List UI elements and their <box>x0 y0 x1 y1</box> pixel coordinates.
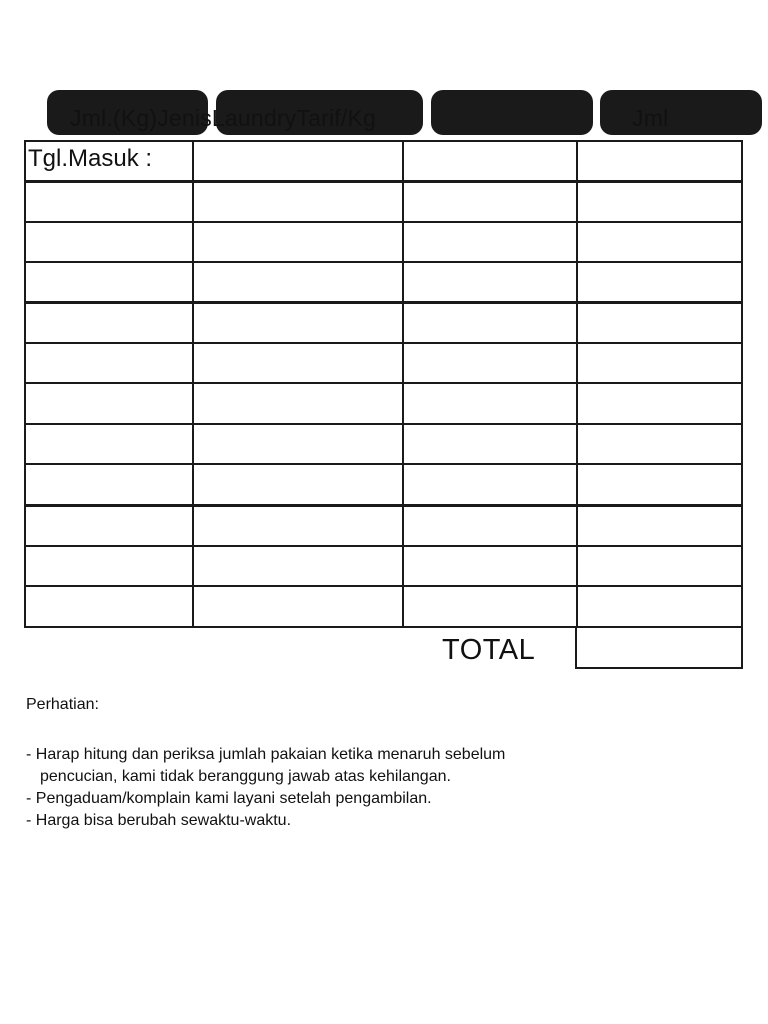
row-divider <box>26 585 741 587</box>
total-box <box>575 626 743 669</box>
row-divider <box>26 342 741 344</box>
note-item: pencucian, kami tidak beranggung jawab atas kehilangan. <box>40 768 451 785</box>
note-item: - Pengaduam/komplain kami layani setelah pengambilan. <box>26 790 432 807</box>
column-divider <box>576 142 578 626</box>
row-divider <box>26 301 741 304</box>
header-pill-tarif <box>431 90 593 135</box>
total-label: TOTAL <box>442 634 536 666</box>
header-jml-label: Jml <box>632 105 669 131</box>
notes-section <box>26 694 726 832</box>
row-divider <box>26 545 741 547</box>
notes-title: Perhatian: <box>26 696 99 713</box>
header-columns-label: Jml.(Kg)JenisLaundryTarif/Kg <box>70 105 376 131</box>
row-divider <box>26 221 741 223</box>
row-divider <box>26 382 741 384</box>
note-item: - Harga bisa berubah sewaktu-waktu. <box>26 812 292 829</box>
row-divider <box>26 463 741 465</box>
column-divider <box>192 142 194 626</box>
laundry-table <box>24 140 743 628</box>
date-in-label: Tgl.Masuk : <box>28 145 153 172</box>
row-divider <box>26 180 741 183</box>
column-divider <box>402 142 404 626</box>
row-divider <box>26 261 741 263</box>
header-pill-jml <box>600 90 762 135</box>
row-divider <box>26 423 741 425</box>
note-item: - Harap hitung dan periksa jumlah pakaian ketika menaruh sebelum <box>26 746 506 763</box>
row-divider <box>26 504 741 507</box>
